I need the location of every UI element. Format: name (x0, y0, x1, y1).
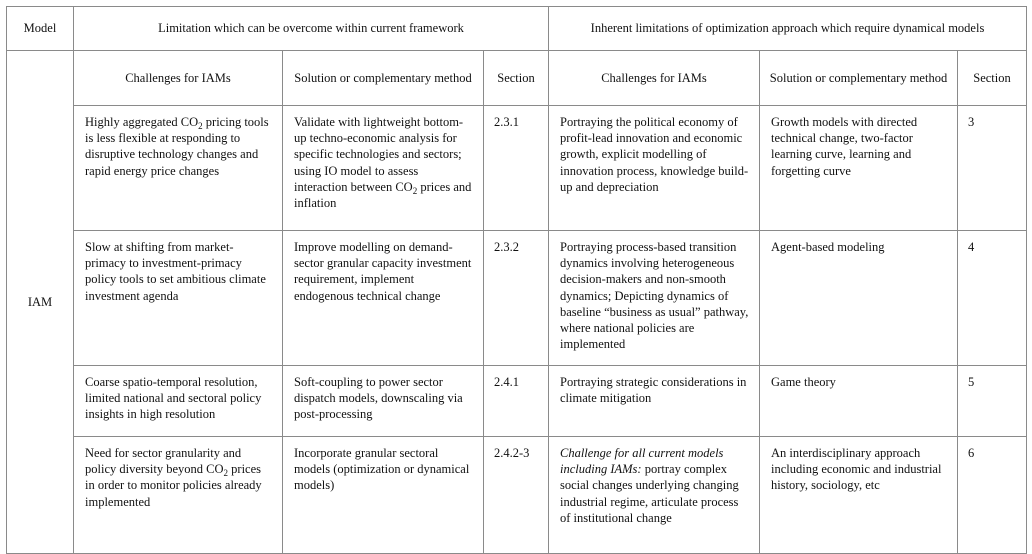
challenge-a-cell: Coarse spatio-temporal resolution, limited national and sectoral policy insights in high resolution (74, 366, 283, 437)
solution-a-cell: Validate with lightweight bottom-up techno-economic analysis for specific technologies and sectors; using IO model to assess interaction between $CO_2$ prices and inflation (283, 106, 484, 231)
solution-a-cell: Improve modelling on demand-sector granular capacity investment requirement, implement endogenous technical change (283, 231, 484, 366)
challenge-a-cell: Slow at shifting from market-primacy to investment-primacy policy tools to set ambitious climate investment agenda (74, 231, 283, 366)
challenge-a-cell: Highly aggregated $CO_2$ pricing tools is less flexible at responding to disruptive technology changes and rapid energy price changes (74, 106, 283, 231)
solution-a-header: Solution or complementary method (283, 51, 484, 106)
solution-b-cell: Game theory (760, 366, 958, 437)
table-row (7, 106, 1027, 231)
iam-limitations-table (6, 6, 1027, 554)
solution-a-cell: Incorporate granular sectoral models (optimization or dynamical models) (283, 437, 484, 554)
model-name-cell: IAM (7, 51, 74, 554)
section-a-cell: 2.4.1 (484, 366, 549, 437)
section-a-cell: 2.3.1 (484, 106, 549, 231)
solution-b-cell: Growth models with directed technical change, two-factor learning curve, learning and forgetting curve (760, 106, 958, 231)
section-b-header: Section (958, 51, 1027, 106)
inherent-limitations-header: Inherent limitations of optimization approach which require dynamical models (549, 7, 1027, 51)
table-row (7, 231, 1027, 366)
challenge-b-cell: Challenge for all current models including IAMs: portray complex social changes underlying changing industrial regime, articulate process of institutional change (549, 437, 760, 554)
header-row (7, 7, 1027, 51)
solution-b-cell: Agent-based modeling (760, 231, 958, 366)
section-a-header: Section (484, 51, 549, 106)
challenge-b-cell: Portraying process-based transition dynamics involving heterogeneous decision-makers and non-smooth dynamics; Depicting dynamics of baseline “business as usual” pathway, where national policies are implemented (549, 231, 760, 366)
section-b-cell: 4 (958, 231, 1027, 366)
challenges-a-header: Challenges for IAMs (74, 51, 283, 106)
challenges-b-header: Challenges for IAMs (549, 51, 760, 106)
challenge-b-cell: Portraying strategic considerations in climate mitigation (549, 366, 760, 437)
challenge-a-cell: Need for sector granularity and policy diversity beyond $CO_2$ prices in order to monitor policies already implemented (74, 437, 283, 554)
subheader-row (7, 51, 1027, 106)
challenge-b-cell: Portraying the political economy of profit-lead innovation and economic growth, explicit modelling of innovation process, knowledge build-up and depreciation (549, 106, 760, 231)
solution-b-header: Solution or complementary method (760, 51, 958, 106)
section-b-cell: 3 (958, 106, 1027, 231)
model-column-header: Model (7, 7, 74, 51)
table-row (7, 437, 1027, 554)
table-row (7, 366, 1027, 437)
section-b-cell: 5 (958, 366, 1027, 437)
solution-a-cell: Soft-coupling to power sector dispatch models, downscaling via post-processing (283, 366, 484, 437)
overcomable-limitations-header: Limitation which can be overcome within current framework (74, 7, 549, 51)
section-a-cell: 2.4.2-3 (484, 437, 549, 554)
solution-b-cell: An interdisciplinary approach including economic and industrial history, sociology, etc (760, 437, 958, 554)
section-b-cell: 6 (958, 437, 1027, 554)
section-a-cell: 2.3.2 (484, 231, 549, 366)
